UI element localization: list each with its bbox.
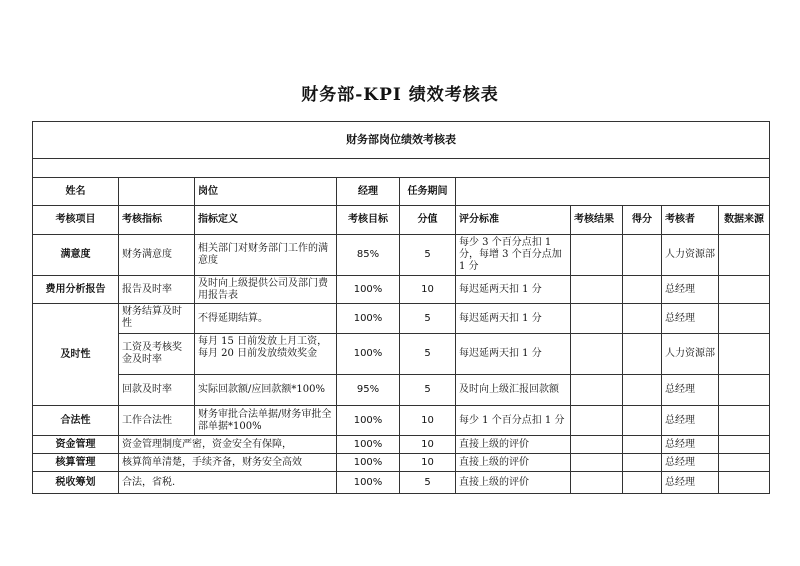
col-header: 评分标准	[456, 206, 571, 235]
table-row	[33, 304, 770, 334]
name-value-cell[interactable]	[119, 178, 195, 206]
blank-row	[33, 159, 770, 178]
result-cell[interactable]	[571, 334, 623, 375]
points-cell[interactable]	[623, 436, 662, 454]
result-cell[interactable]	[571, 235, 623, 276]
source-cell	[719, 472, 770, 494]
source-cell	[719, 235, 770, 276]
kpi-table	[32, 121, 770, 494]
points-cell[interactable]	[623, 276, 662, 304]
indicator-cell: 回款及时率	[119, 375, 195, 406]
col-header: 考核结果	[571, 206, 623, 235]
result-cell[interactable]	[571, 375, 623, 406]
points-cell[interactable]	[623, 472, 662, 494]
item-cell: 及时性	[33, 304, 119, 406]
indicator-cell: 资金管理制度严密，资金安全有保障，	[119, 436, 337, 454]
table-row	[33, 406, 770, 436]
item-cell: 费用分析报告	[33, 276, 119, 304]
target-cell: 100%	[337, 472, 400, 494]
assessor-cell: 总经理	[662, 406, 719, 436]
item-cell: 合法性	[33, 406, 119, 436]
result-cell[interactable]	[571, 406, 623, 436]
source-cell	[719, 334, 770, 375]
indicator-cell: 合法，省税.	[119, 472, 337, 494]
score-cell: 10	[400, 454, 456, 472]
target-cell: 100%	[337, 436, 400, 454]
assessor-cell: 总经理	[662, 304, 719, 334]
source-cell	[719, 304, 770, 334]
points-cell[interactable]	[623, 304, 662, 334]
score-cell: 10	[400, 406, 456, 436]
result-cell[interactable]	[571, 436, 623, 454]
score-cell: 5	[400, 472, 456, 494]
standard-cell: 及时向上级汇报回款额	[456, 375, 571, 406]
points-cell[interactable]	[623, 375, 662, 406]
result-cell[interactable]	[571, 304, 623, 334]
indicator-cell: 工作合法性	[119, 406, 195, 436]
col-header: 考核者	[662, 206, 719, 235]
table-subtitle: 财务部岗位绩效考核表	[33, 122, 770, 159]
indicator-cell: 工资及考核奖金及时率	[119, 334, 195, 375]
page-title: 财务部-KPI 绩效考核表	[301, 85, 499, 105]
points-cell[interactable]	[623, 235, 662, 276]
manager-label: 经理	[337, 178, 400, 206]
standard-cell: 直接上级的评价	[456, 472, 571, 494]
standard-cell: 直接上级的评价	[456, 454, 571, 472]
result-cell[interactable]	[571, 276, 623, 304]
source-cell	[719, 436, 770, 454]
table-row	[33, 334, 770, 375]
col-header: 考核目标	[337, 206, 400, 235]
points-cell[interactable]	[623, 334, 662, 375]
definition-cell: 财务审批合法单据/财务审批全部单据*100%	[195, 406, 337, 436]
assessor-cell: 总经理	[662, 276, 719, 304]
source-cell	[719, 276, 770, 304]
indicator-cell: 财务满意度	[119, 235, 195, 276]
assessor-cell: 总经理	[662, 375, 719, 406]
source-cell	[719, 375, 770, 406]
score-cell: 10	[400, 436, 456, 454]
table-row	[33, 276, 770, 304]
table-row	[33, 454, 770, 472]
target-cell: 100%	[337, 406, 400, 436]
col-header: 分值	[400, 206, 456, 235]
definition-cell: 及时向上级提供公司及部门费用报告表	[195, 276, 337, 304]
table-row	[33, 235, 770, 276]
target-cell: 100%	[337, 334, 400, 375]
result-cell[interactable]	[571, 472, 623, 494]
assessor-cell: 总经理	[662, 436, 719, 454]
standard-cell: 每迟延两天扣 1 分	[456, 334, 571, 375]
col-header: 数据来源	[719, 206, 770, 235]
definition-cell: 实际回款额/应回款额*100%	[195, 375, 337, 406]
standard-cell: 每迟延两天扣 1 分	[456, 304, 571, 334]
table-row	[33, 375, 770, 406]
points-cell[interactable]	[623, 454, 662, 472]
definition-cell: 相关部门对财务部门工作的满意度	[195, 235, 337, 276]
score-cell: 5	[400, 235, 456, 276]
col-header: 考核项目	[33, 206, 119, 235]
score-cell: 5	[400, 334, 456, 375]
standard-cell: 直接上级的评价	[456, 436, 571, 454]
table-row	[33, 472, 770, 494]
points-cell[interactable]	[623, 406, 662, 436]
standard-cell: 每少 1 个百分点扣 1 分	[456, 406, 571, 436]
assessor-cell: 总经理	[662, 472, 719, 494]
assessor-cell: 人力资源部	[662, 334, 719, 375]
table-row	[33, 436, 770, 454]
target-cell: 100%	[337, 454, 400, 472]
period-value-cell[interactable]	[456, 178, 770, 206]
name-label: 姓名	[33, 178, 119, 206]
indicator-cell: 报告及时率	[119, 276, 195, 304]
position-label: 岗位	[195, 178, 337, 206]
period-label: 任务期间	[400, 178, 456, 206]
standard-cell: 每少 3 个百分点扣 1 分，每增 3 个百分点加 1 分	[456, 235, 571, 276]
result-cell[interactable]	[571, 454, 623, 472]
standard-cell: 每迟延两天扣 1 分	[456, 276, 571, 304]
definition-cell: 每月 15 日前发放上月工资，每月 20 日前发放绩效奖金	[195, 334, 337, 375]
indicator-cell: 核算简单清楚，手续齐备，财务安全高效	[119, 454, 337, 472]
score-cell: 10	[400, 276, 456, 304]
item-cell: 满意度	[33, 235, 119, 276]
item-cell: 核算管理	[33, 454, 119, 472]
col-header: 指标定义	[195, 206, 337, 235]
source-cell	[719, 406, 770, 436]
col-header: 考核指标	[119, 206, 195, 235]
indicator-cell: 财务结算及时性	[119, 304, 195, 334]
target-cell: 95%	[337, 375, 400, 406]
source-cell	[719, 454, 770, 472]
target-cell: 100%	[337, 276, 400, 304]
col-header: 得分	[623, 206, 662, 235]
score-cell: 5	[400, 375, 456, 406]
definition-cell: 不得延期结算。	[195, 304, 337, 334]
score-cell: 5	[400, 304, 456, 334]
item-cell: 资金管理	[33, 436, 119, 454]
target-cell: 100%	[337, 304, 400, 334]
assessor-cell: 总经理	[662, 454, 719, 472]
item-cell: 税收筹划	[33, 472, 119, 494]
assessor-cell: 人力资源部	[662, 235, 719, 276]
target-cell: 85%	[337, 235, 400, 276]
